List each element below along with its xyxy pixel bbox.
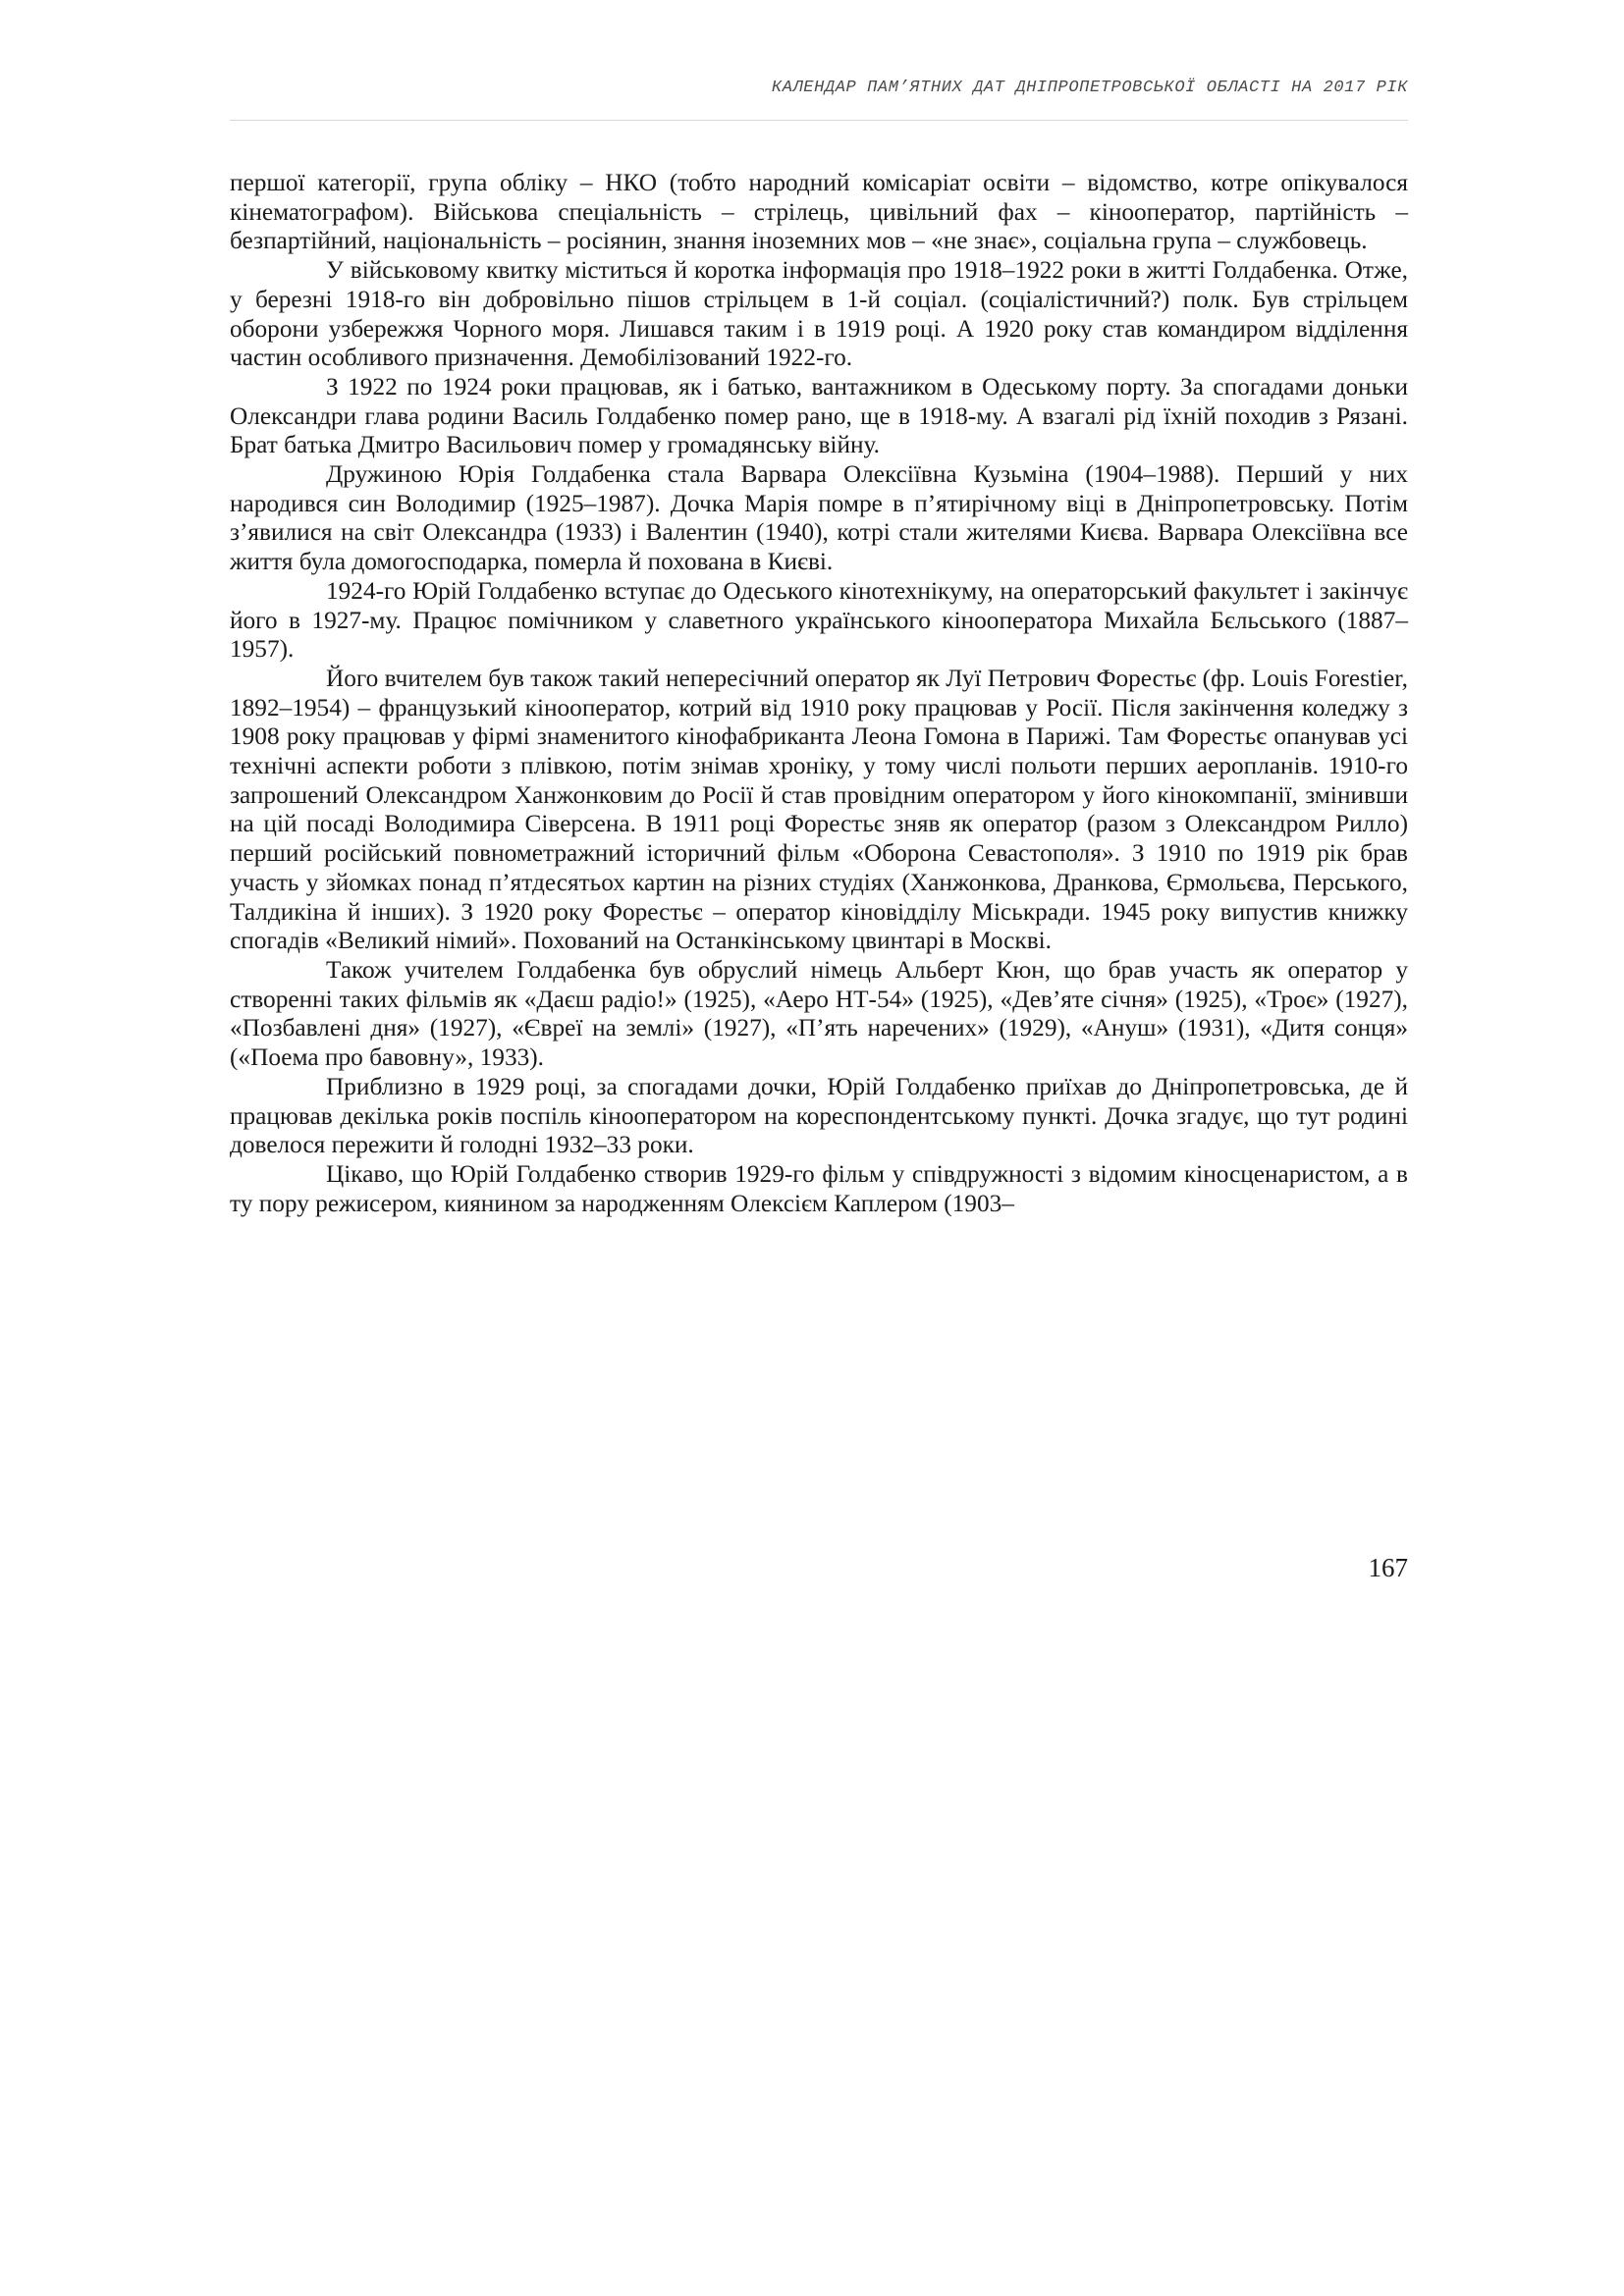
paragraph: Приблизно в 1929 році, за спогадами дочки, Юрій Голдабенко приїхав до Дніпропетровська, де й працював декілька років поспіль кінооператором на кореспондентському пункті. Дочка згадує, що тут родині довелося пережити й голодні 1932–33 роки. — [230, 1072, 1408, 1159]
paragraph: першої категорії, група обліку – НКО (тобто народний комісаріат освіти – відомство, котре опікувалося кінематографом). Військова спеціальність – стрілець, цивільний фах – кінооператор, партійність – безпартійний, національність – росіянин, знання іноземних мов – «не знає», соціальна група – службовець. — [230, 169, 1408, 255]
paragraph: У військовому квитку міститься й коротка інформація про 1918–1922 роки в житті Голдабенка. Отже, у березні 1918-го він добровільно пішов стрільцем в 1-й соціал. (соціалістичний?) полк. Був стрільцем оборони узбережжя Чорного моря. Лишався таким і в 1919 році. А 1920 року став командиром відділення частин особливого призначення. Демобілізований 1922-го. — [230, 256, 1408, 372]
paragraph: Його вчителем був також такий непересічний оператор як Луї Петрович Форестьє (фр. Louis Forestier, 1892–1954) – французький кінооператор, котрий від 1910 року працював у Росії. Після закінчення коледжу з 1908 року працював у фірмі знаменитого кінофабриканта Леона Гомона в Парижі. Там Форестьє опанував усі технічні аспекти роботи з плівкою, потім знімав хроніку, у тому числі польоти перших аеропланів. 1910-го запрошений Олександром Ханжонковим до Росії й став провідним оператором у його кінокомпанії, змінивши на цій посаді Володимира Сіверсена. В 1911 році Форестьє зняв як оператор (разом з Олександром Рилло) перший російський повнометражний історичний фільм «Оборона Севастополя». З 1910 по 1919 рік брав участь у зйомках понад п’ятдесятьох картин на різних студіях (Ханжонкова, Дранкова, Єрмольєва, Перського, Талдикіна й інших). З 1920 року Форестьє – оператор кіновідділу Міськради. 1945 року випустив книжку спогадів «Великий німий». Похований на Останкінському цвинтарі в Москві. — [230, 664, 1408, 955]
paragraph: Також учителем Голдабенка був обруслий німець Альберт Кюн, що брав участь як оператор у створенні таких фільмів як «Даєш радіо!» (1925), «Аеро НТ-54» (1925), «Дев’яте січня» (1925), «Троє» (1927), «Позбавлені дня» (1927), «Євреї на землі» (1927), «П’ять наречених» (1929), «Ануш» (1931), «Дитя сонця» («Поема про бавовну», 1933). — [230, 955, 1408, 1072]
page-number: 167 — [1368, 1553, 1408, 1582]
paragraph: З 1922 по 1924 роки працював, як і батько, вантажником в Одеському порту. За спогадами доньки Олександри глава родини Василь Голдабенко помер рано, ще в 1918-му. А взагалі рід їхній походив з Рязані. Брат батька Дмитро Васильович помер у громадянську війну. — [230, 372, 1408, 459]
article-body — [230, 169, 1408, 1218]
paragraph: Дружиною Юрія Голдабенка стала Варвара Олексіївна Кузьміна (1904–1988). Перший у них народився син Володимир (1925–1987). Дочка Марія помре в п’ятирічному віці в Дніпропетровську. Потім з’явилися на світ Олександра (1933) і Валентин (1940), котрі стали жителями Києва. Варвара Олексіївна все життя була домогосподарка, померла й похована в Києві. — [230, 460, 1408, 576]
paragraph: Цікаво, що Юрій Голдабенко створив 1929-го фільм у співдружності з відомим кіносценаристом, а в ту пору режисером, киянином за народженням Олексієм Каплером (1903– — [230, 1159, 1408, 1217]
paragraph: 1924-го Юрій Голдабенко вступає до Одеського кінотехнікуму, на операторський факультет і закінчує його в 1927-му. Працює помічником у славетного українського кінооператора Михайла Бєльського (1887–1957). — [230, 576, 1408, 664]
running-header: КАЛЕНДАР ПАМ’ЯТНИХ ДАТ ДНІПРОПЕТРОВСЬКОЇ ОБЛАСТІ НА 2017 РІК — [771, 79, 1408, 97]
header-divider — [230, 120, 1408, 121]
